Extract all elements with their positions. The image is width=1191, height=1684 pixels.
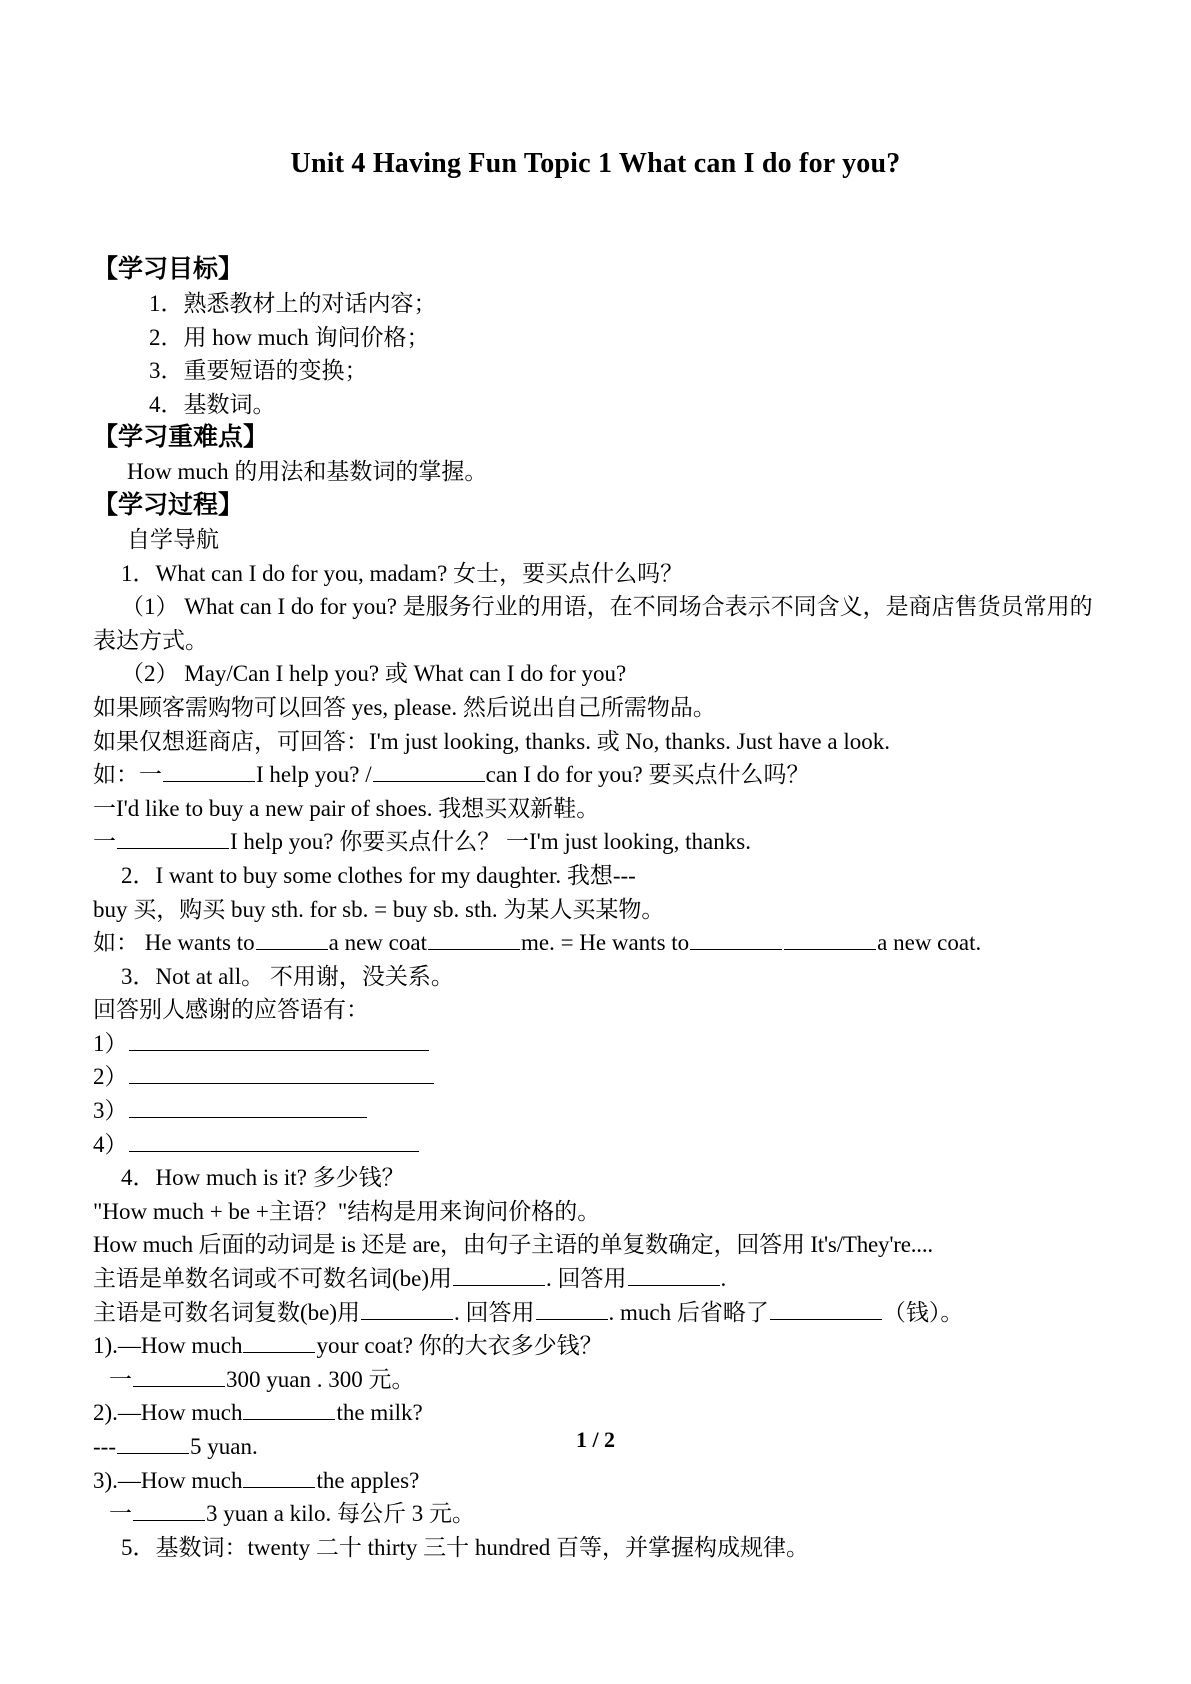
fill-blank[interactable] xyxy=(163,763,255,782)
note3-suffix: . xyxy=(720,1266,727,1292)
fill-blank[interactable] xyxy=(536,1301,608,1320)
process-item-3-label: 3．Not at all。 不用谢，没关系。 xyxy=(121,963,454,989)
item2-example-prefix: 如： He wants to xyxy=(93,930,255,956)
fill-blank[interactable] xyxy=(256,931,328,950)
process-item-3-blank-1 xyxy=(93,1027,1103,1061)
q3-prefix: 3).—How much xyxy=(93,1467,243,1493)
process-item-4-note-4 xyxy=(93,1296,1103,1330)
page-title: Unit 4 Having Fun Topic 1 What can I do for you? xyxy=(290,148,901,179)
q1-suffix: your coat? 你的大衣多少钱？ xyxy=(316,1333,603,1359)
process-item-2-label: 2．I want to buy some clothes for my daughter. 我想--- xyxy=(121,862,636,888)
objective-item-1: 1．熟悉教材上的对话内容； xyxy=(149,291,437,316)
process-item-3-blank-2 xyxy=(93,1060,1103,1094)
fill-blank[interactable] xyxy=(129,1065,434,1084)
fill-blank[interactable] xyxy=(243,1401,335,1420)
section-heading-objectives: 【学习目标】 xyxy=(93,256,244,283)
item2-example-end: a new coat. xyxy=(877,930,982,956)
section-heading-key-points: 【学习重难点】 xyxy=(93,424,269,452)
process-item-5-label: 5．基数词：twenty 二十 thirty 三十 hundred 百等，并掌握构成规律。 xyxy=(121,1534,810,1560)
note4-middle: . 回答用 xyxy=(454,1299,535,1325)
process-item-2-note: buy 买，购买 buy sth. for sb. = buy sb. sth. 为某人买某物。 xyxy=(93,896,665,922)
page-number: 1 / 2 xyxy=(575,1427,616,1452)
note4-middle-2: . much 后省略了 xyxy=(608,1299,769,1325)
objective-item-3: 3．重要短语的变换； xyxy=(149,358,368,384)
blank-label-2: 2） xyxy=(93,1064,128,1090)
q3-suffix: the apples? xyxy=(316,1467,420,1493)
process-item-3-blank-3 xyxy=(93,1094,1103,1128)
a2-suffix: 5 yuan. xyxy=(189,1434,258,1459)
q1-prefix: 1).—How much xyxy=(93,1333,243,1359)
q2-suffix: the milk? xyxy=(336,1400,423,1426)
process-item-3-note: 回答别人感谢的应答语有： xyxy=(93,997,369,1023)
process-item-4-question-3 xyxy=(93,1464,1103,1498)
process-subheading: 自学导航 xyxy=(127,526,219,552)
document-body xyxy=(93,253,1103,1564)
a1-prefix: 一 xyxy=(109,1366,132,1392)
process-item-1-example-a xyxy=(93,758,1103,792)
fill-blank[interactable] xyxy=(133,1368,225,1387)
process-item-1-example-c xyxy=(93,825,1103,859)
item2-example-middle-2: me. = He wants to xyxy=(520,930,690,956)
process-item-1-label: 1．What can I do for you, madam? 女士，要买点什么吗？ xyxy=(121,560,684,586)
fill-blank[interactable] xyxy=(129,1032,429,1051)
fill-blank[interactable] xyxy=(361,1301,453,1320)
blank-label-1: 1） xyxy=(93,1030,128,1056)
fill-blank[interactable] xyxy=(117,830,229,849)
example-c-prefix: 一 xyxy=(93,829,116,855)
fill-blank[interactable] xyxy=(129,1099,367,1118)
note3-prefix: 主语是单数名词或不可数名词(be)用 xyxy=(93,1266,453,1292)
note3-middle: . 回答用 xyxy=(546,1266,627,1292)
a1-suffix: 300 yuan . 300 元。 xyxy=(226,1366,415,1392)
example-a-prefix: 如：一 xyxy=(93,762,162,788)
a3-suffix: 3 yuan a kilo. 每公斤 3 元。 xyxy=(206,1501,475,1527)
objective-item-4: 4．基数词。 xyxy=(149,391,276,417)
fill-blank[interactable] xyxy=(243,1334,315,1353)
item2-example-middle: a new coat xyxy=(328,930,427,956)
process-item-4-note-3 xyxy=(93,1262,1103,1296)
fill-blank[interactable] xyxy=(428,931,520,950)
fill-blank[interactable] xyxy=(628,1267,720,1286)
note4-prefix: 主语是可数名词复数(be)用 xyxy=(93,1299,361,1325)
fill-blank[interactable] xyxy=(453,1267,545,1286)
process-item-4-label: 4．How much is it? 多少钱？ xyxy=(121,1165,405,1191)
fill-blank[interactable] xyxy=(133,1502,205,1521)
blank-label-4: 4） xyxy=(93,1131,128,1157)
fill-blank[interactable] xyxy=(784,931,876,950)
example-c-suffix: I help you? 你要买点什么？ 一I'm just looking, thanks. xyxy=(230,829,751,855)
process-item-4-answer-1 xyxy=(93,1363,1103,1397)
section-heading-process: 【学习过程】 xyxy=(93,491,244,519)
process-item-2-example xyxy=(93,926,1103,960)
fill-blank[interactable] xyxy=(243,1469,315,1488)
process-item-4-answer-3 xyxy=(93,1497,1103,1531)
process-item-1-note-2: 如果仅想逛商店，可回答：I'm just looking, thanks. 或 No, thanks. Just have a look. xyxy=(93,728,890,754)
process-item-1-sub-1: （1） What can I do for you? 是服务行业的用语，在不同场合表示不同含义，是商店售货员常用的表达方式。 xyxy=(93,594,1093,653)
process-item-4-note-2: How much 后面的动词是 is 还是 are，由句子主语的单复数确定，回答用 It's/They're.... xyxy=(93,1232,933,1258)
example-a-suffix: can I do for you? 要买点什么吗？ xyxy=(485,762,810,788)
process-item-1-note-1: 如果顾客需购物可以回答 yes, please. 然后说出自己所需物品。 xyxy=(93,694,716,720)
fill-blank[interactable] xyxy=(373,763,485,782)
fill-blank[interactable] xyxy=(770,1301,882,1320)
objective-item-2: 2．用 how much 询问价格； xyxy=(149,324,430,350)
note4-suffix: （钱）。 xyxy=(882,1299,964,1325)
fill-blank[interactable] xyxy=(690,931,782,950)
fill-blank[interactable] xyxy=(129,1133,419,1152)
process-item-4-question-2 xyxy=(93,1396,1103,1430)
example-a-middle: I help you? / xyxy=(256,762,372,788)
process-item-4-question-1 xyxy=(93,1329,1103,1363)
q2-prefix: 2).—How much xyxy=(93,1400,243,1426)
process-item-1-sub-2: （2） May/Can I help you? 或 What can I do for you? xyxy=(121,661,627,687)
process-item-4-note-1: "How much + be +主语？"结构是用来询问价格的。 xyxy=(93,1198,601,1224)
a3-prefix: 一 xyxy=(109,1501,132,1527)
key-points-text: How much 的用法和基数词的掌握。 xyxy=(127,459,488,485)
a2-prefix: --- xyxy=(93,1434,116,1459)
process-item-3-blank-4 xyxy=(93,1128,1103,1162)
process-item-1-example-b: 一I'd like to buy a new pair of shoes. 我想买双新鞋。 xyxy=(93,795,600,821)
blank-label-3: 3） xyxy=(93,1098,128,1124)
